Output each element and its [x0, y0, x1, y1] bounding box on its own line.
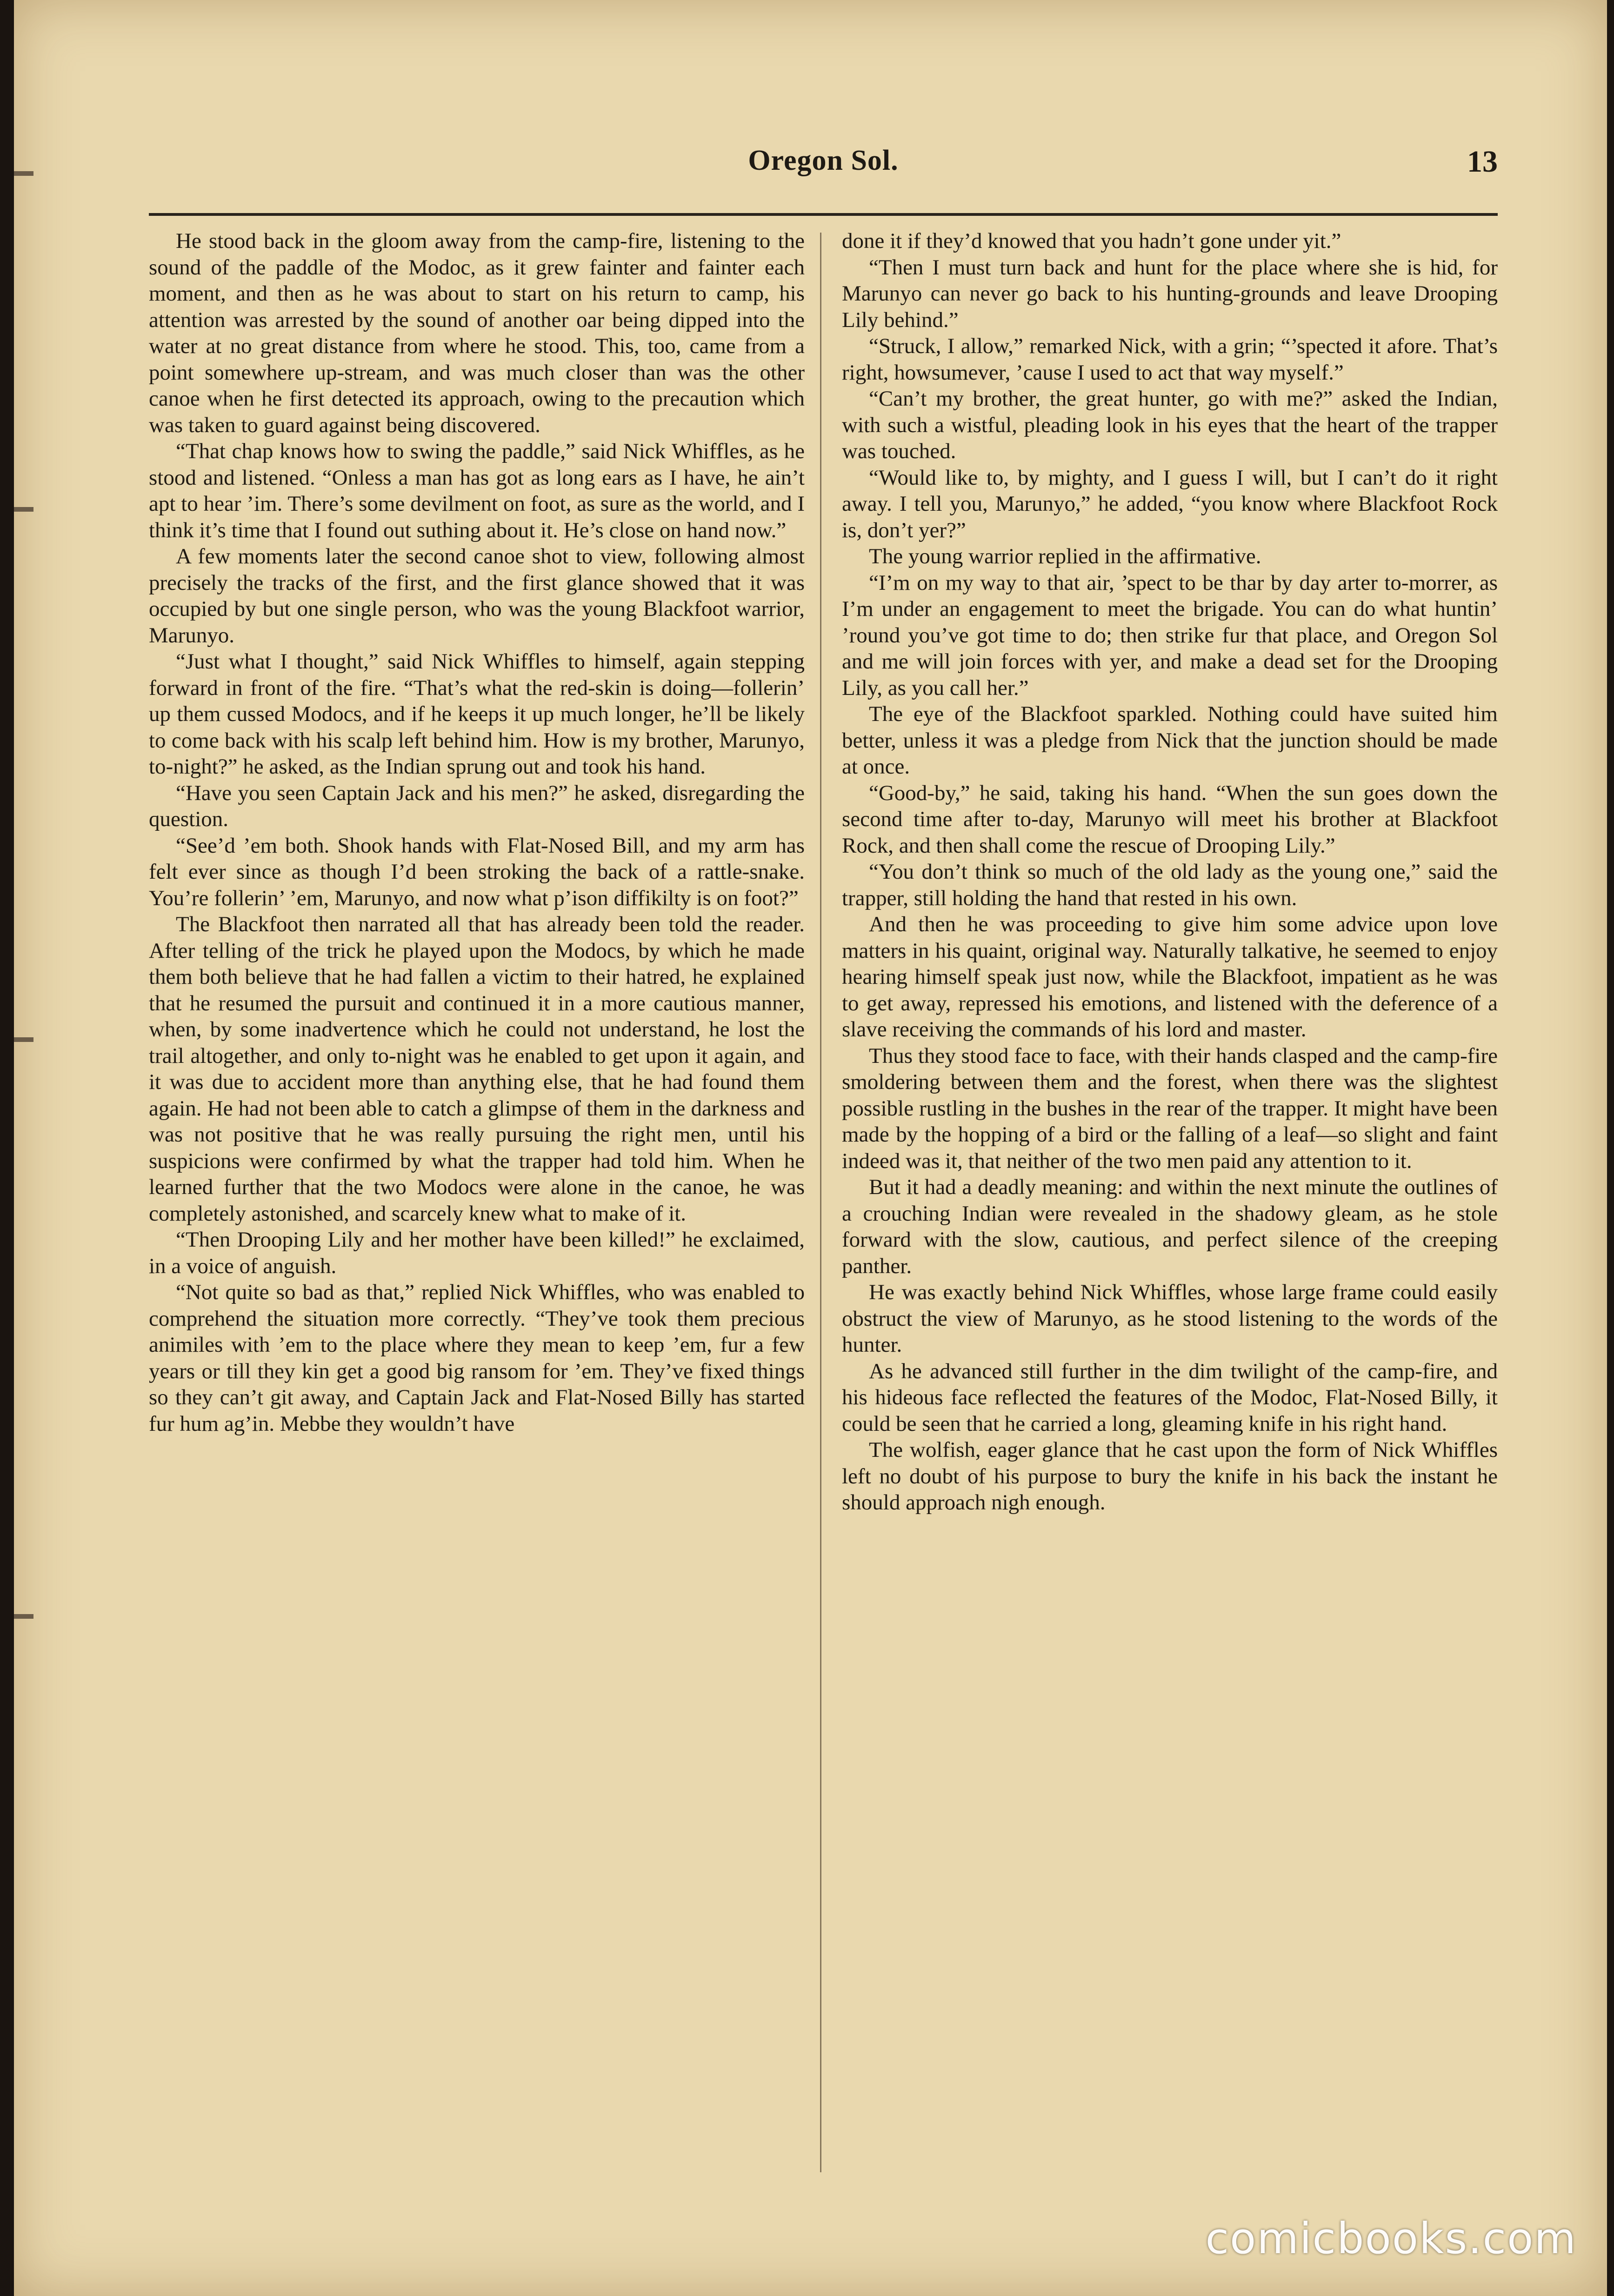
paragraph: He stood back in the gloom away from the camp-fire, listening to the sound of the paddle of the Modoc, as it grew fainter and fainter each moment, and then as he was about to start on his return to camp, his attention was arrested by the sound of another oar being dipped into the water at no great distance from where he stood. This, too, came from a point somewhere up-stream, and was much closer than was the other canoe when he first detected its approach, owing to the precaution which was taken to guard against being discovered. [149, 229, 805, 437]
paragraph: “Would like to, by mighty, and I guess I will, but I can’t do it right away. I tell you, Marunyo,” he added, “you know where Blackfoot Rock is, don’t yer?” [842, 465, 1498, 542]
paragraph: “Not quite so bad as that,” replied Nick Whiffles, who was enabled to comprehend the situation more correctly. “They’ve took them precious animiles with ’em to the place where they mean to keep ’em, fur a few years or till they kin get a good big ransom for ’em. They’ve fixed things so they can’t git away, and Captain Jack and Flat-Nosed Billy has started fur hum ag’in. Mebbe they wouldn’t have [149, 1280, 805, 1436]
right-column [842, 228, 1498, 1516]
paragraph: The eye of the Blackfoot sparkled. Nothing could have suited him better, unless it was a pledge from Nick that the junction should be made at once. [842, 702, 1498, 779]
column-divider [820, 233, 821, 2172]
paragraph: He was exactly behind Nick Whiffles, whose large frame could easily obstruct the view of Marunyo, as he stood listening to the words of the hunter. [842, 1280, 1498, 1357]
watermark: comicbooks.com [1205, 2214, 1577, 2263]
page-header [149, 140, 1498, 191]
paragraph: And then he was proceeding to give him some advice upon love matters in his quaint, original way. Naturally talkative, he seemed to enjoy hearing himself speak just now, while the Blackfoot, impatient as he was to get away, repressed his emotions, and listened with the deference of a slave receiving the commands of his lord and master. [842, 912, 1498, 1041]
paragraph: “Then Drooping Lily and her mother have been killed!” he exclaimed, in a voice of anguish. [149, 1228, 805, 1278]
paragraph: “Good-by,” he said, taking his hand. “When the sun goes down the second time after to-day, Marunyo will meet his brother at Blackfoot Rock, and then shall come the rescue of Drooping Lily.” [842, 781, 1498, 858]
paragraph: As he advanced still further in the dim twilight of the camp-fire, and his hideous face reflected the features of the Modoc, Flat-Nosed Billy, it could be seen that he carried a long, gleaming knife in his right hand. [842, 1359, 1498, 1436]
paragraph: “You don’t think so much of the old lady as the young one,” said the trapper, still holding the hand that rested in his own. [842, 860, 1498, 910]
paragraph: “Struck, I allow,” remarked Nick, with a grin; “’spected it afore. That’s right, howsumever, ’cause I used to act that way myself.” [842, 334, 1498, 385]
paragraph: “Then I must turn back and hunt for the place where she is hid, for Marunyo can never go back to his hunting-grounds and leave Drooping Lily behind.” [842, 255, 1498, 332]
paragraph: But it had a deadly meaning: and within the next minute the outlines of a crouching Indian were revealed in the shadowy gleam, as he stole forward with the slow, cautious, and perfect silence of the creeping panther. [842, 1175, 1498, 1278]
running-title: Oregon Sol. [748, 145, 899, 176]
paragraph: done it if they’d knowed that you hadn’t gone under yit.” [842, 229, 1341, 253]
paragraph: “Can’t my brother, the great hunter, go with me?” asked the Indian, with such a wistful, pleading look in his eyes that the heart of the trapper was touched. [842, 387, 1498, 463]
paragraph: The young warrior replied in the affirmative. [869, 544, 1261, 568]
paragraph: “Just what I thought,” said Nick Whiffles to himself, again stepping forward in front of the fire. “That’s what the red-skin is doing—follerin’ up them cussed Modocs, and if he keeps it up much longer, he’ll be likely to come back with his scalp left behind him. How is my brother, Marunyo, to-night?” he asked, as the Indian sprung out and took his hand. [149, 649, 805, 779]
binding-mark [14, 507, 33, 512]
binding-mark [14, 171, 33, 176]
paragraph: The Blackfoot then narrated all that has already been told the reader. After telling of the trick he played upon the Modocs, by which he made them both believe that he had fallen a victim to their hatred, he explained that he resumed the pursuit and continued it in a more cautious manner, when, by some inadvertence which he could not understand, he lost the trail altogether, and only to-night was he enabled to get upon it again, and it was due to accident more than anything else, that he had found them again. He had not been able to catch a glimpse of them in the darkness and was not positive that he was really pursuing the right men, until his suspicions were confirmed by what the trapper had told him. When he learned further that the two Modocs were alone in the canoe, he was completely astonished, and scarcely knew what to make of it. [149, 912, 805, 1226]
paragraph: “I’m on my way to that air, ’spect to be thar by day arter to-morrer, as I’m under an engagement to meet the brigade. You can do what huntin’ ’round you’ve got time to do; then strike fur that place, and Oregon Sol and me will join forces with yer, and make a dead set for the Drooping Lily, as you call her.” [842, 570, 1498, 700]
paragraph: Thus they stood face to face, with their hands clasped and the camp-fire smoldering between them and the forest, when there was the slightest possible rustling in the bushes in the rear of the trapper. It might have been made by the hopping of a bird or the falling of a leaf—so slight and faint indeed was it, that neither of the two men paid any attention to it. [842, 1043, 1498, 1173]
paragraph: “Have you seen Captain Jack and his men?” he asked, disregarding the question. [149, 781, 805, 831]
binding-mark [14, 1614, 33, 1619]
paragraph: A few moments later the second canoe shot to view, following almost precisely the tracks of the first, and the first glance showed that it was occupied by but one single person, who was the young Blackfoot warrior, Marunyo. [149, 544, 805, 647]
paragraph: “That chap knows how to swing the paddle,” said Nick Whiffles, as he stood and listened. “Onless a man has got as long ears as I have, he ain’t apt to hear ’im. There’s some devilment on foot, as sure as the world, and I think it’s time that I found out suthing about it. He’s close on hand now.” [149, 439, 805, 542]
paragraph: “See’d ’em both. Shook hands with Flat-Nosed Bill, and my arm has felt ever since as though I’d been stroking the back of a rattle-snake. You’re follerin’ ’em, Marunyo, and now what p’ison diffikilty is on foot?” [149, 833, 805, 910]
binding-mark [14, 1037, 33, 1042]
paragraph: The wolfish, eager glance that he cast upon the form of Nick Whiffles left no doubt of his purpose to bury the knife in his back the instant he should approach nigh enough. [842, 1438, 1498, 1515]
header-rule [149, 213, 1498, 216]
page-number: 13 [1467, 145, 1498, 179]
left-column [149, 228, 805, 1437]
